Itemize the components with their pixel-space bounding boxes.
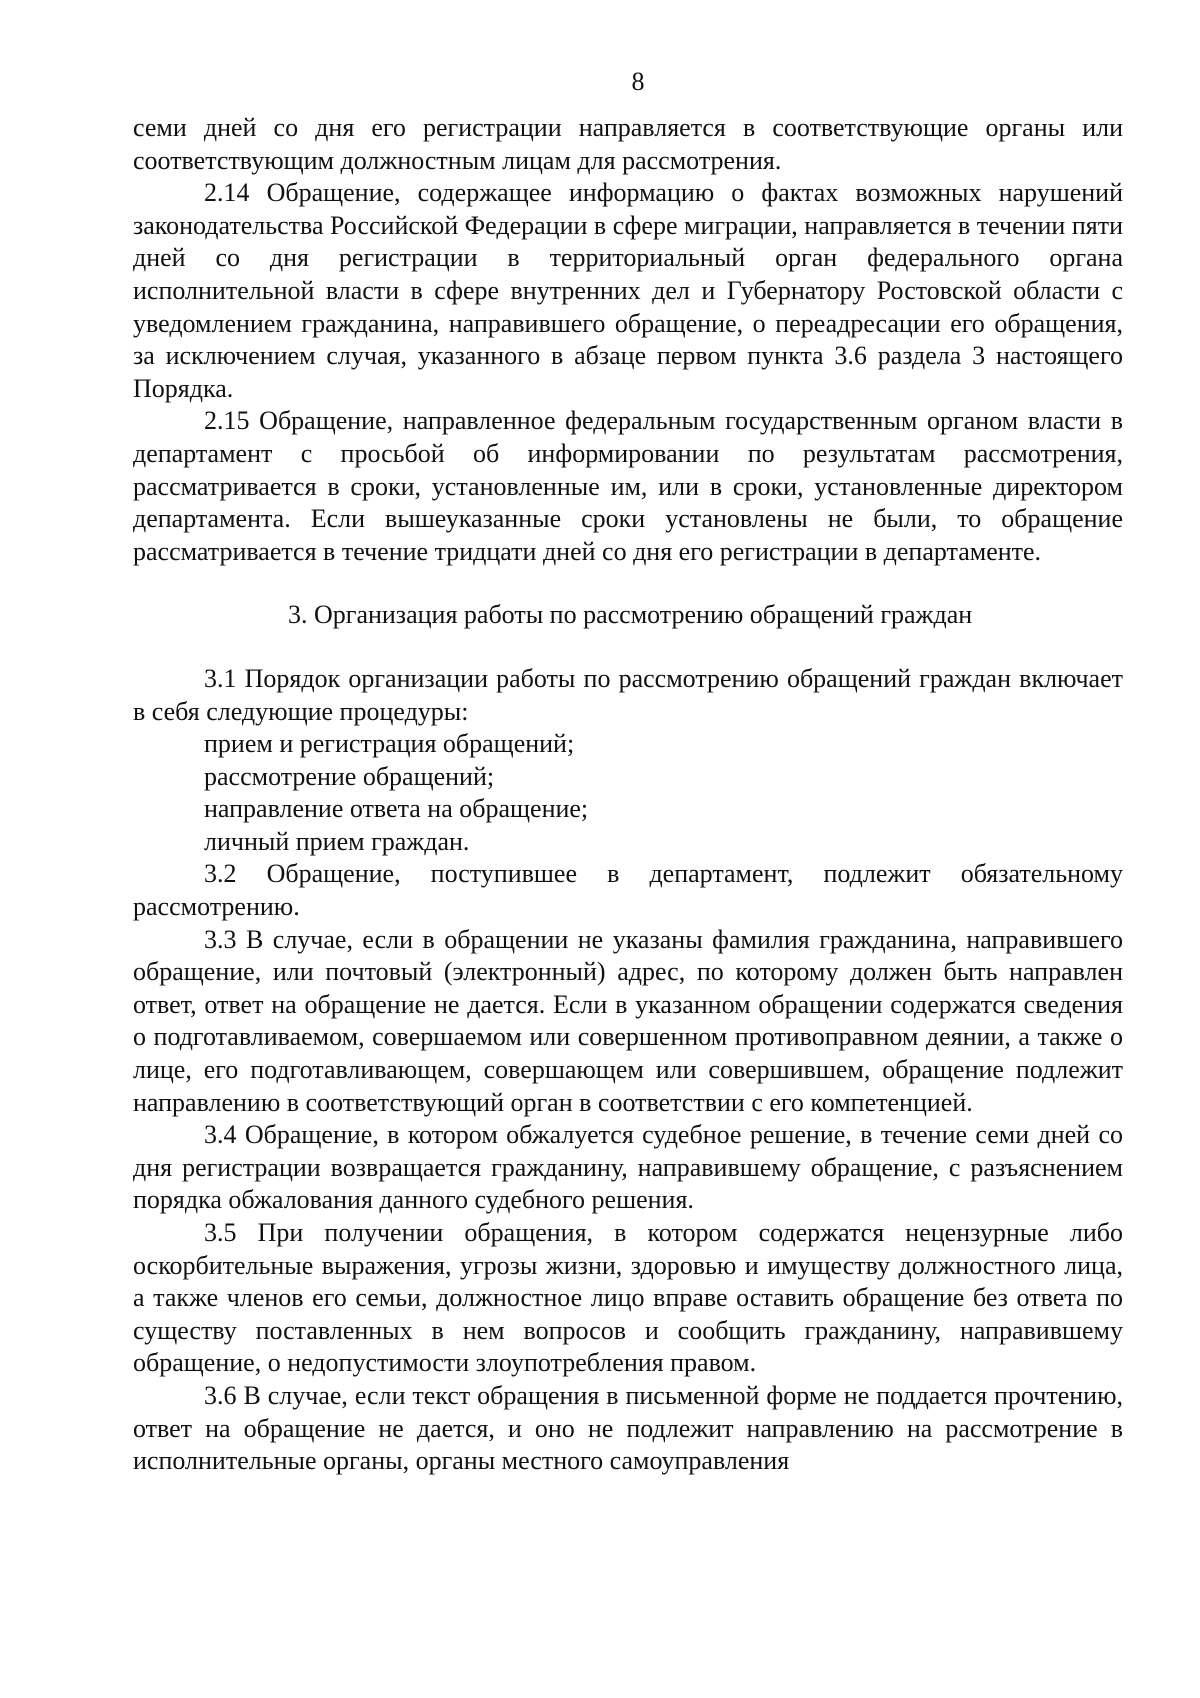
paragraph-continuation: семи дней со дня его регистрации направляется в соответствующие органы или соответствующим должностным лицам для рассмотрения. bbox=[133, 113, 1123, 175]
paragraph-3-3: 3.3 В случае, если в обращении не указаны фамилия гражданина, направившего обращение, или почтовый (электронный) адрес, по которому должен быть направлен ответ, ответ на обращение не дается. Если в указанном обращении содержатся сведения о подготавливаемом, совершаемом или совершенном противоправном деянии, а также о лице, его подготавливающем, совершающем или совершившем, обращение подлежит направлению в соответствующий орган в соответствии с его компетенцией. bbox=[133, 924, 1123, 1117]
paragraph-3-5: 3.5 При получении обращения, в котором содержатся нецензурные либо оскорбительные выражения, угрозы жизни, здоровью и имуществу должностного лица, а также членов его семьи, должностное лицо вправе оставить обращение без ответа по существу поставленных в нем вопросов и сообщить гражданину, направившему обращение, о недопустимости злоупотребления правом. bbox=[133, 1218, 1123, 1378]
list-item: личный прием граждан. bbox=[204, 826, 470, 856]
section-3-heading: 3. Организация работы по рассмотрению обращений граждан bbox=[288, 600, 973, 630]
paragraph-3-6: 3.6 В случае, если текст обращения в письменной форме не поддается прочтению, ответ на обращение не дается, и оно не подлежит направлению на рассмотрение в исполнительные органы, органы местного самоуправления bbox=[133, 1380, 1123, 1476]
list-item: прием и регистрация обращений; bbox=[204, 729, 575, 759]
paragraph-3-2: 3.2 Обращение, поступившее в департамент, подлежит обязательному рассмотрению. bbox=[133, 859, 1123, 922]
page-number: 8 bbox=[631, 67, 645, 96]
list-item: направление ответа на обращение; bbox=[204, 794, 589, 824]
paragraph-3-4: 3.4 Обращение, в котором обжалуется судебное решение, в течение семи дней со дня регистрации возвращается гражданину, направившему обращение, с разъяснением порядка обжалования данного судебного решения. bbox=[133, 1120, 1123, 1215]
paragraph-3-1: 3.1 Порядок организации работы по рассмотрению обращений граждан включает в себя следующие процедуры: bbox=[133, 663, 1123, 726]
paragraph-2-15: 2.15 Обращение, направленное федеральным государственным органом власти в департамент с просьбой об информировании по результатам рассмотрения, рассматривается в сроки, установленные им, или в сроки, установленные директором департамента. Если вышеуказанные сроки установлены не были, то обращение рассматривается в течение тридцати дней со дня его регистрации в департаменте. bbox=[133, 406, 1123, 566]
paragraph-2-14: 2.14 Обращение, содержащее информацию о фактах возможных нарушений законодательства Российской Федерации в сфере миграции, направляется в течении пяти дней со дня регистрации в территориальный орган федерального органа исполнительной власти в сфере внутренних дел и Губернатору Ростовской области с уведомлением гражданина, направившего обращение, о переадресации его обращения, за исключением случая, указанного в абзаце первом пункта 3.6 раздела 3 настоящего Порядка. bbox=[133, 178, 1123, 403]
list-item: рассмотрение обращений; bbox=[204, 761, 495, 791]
